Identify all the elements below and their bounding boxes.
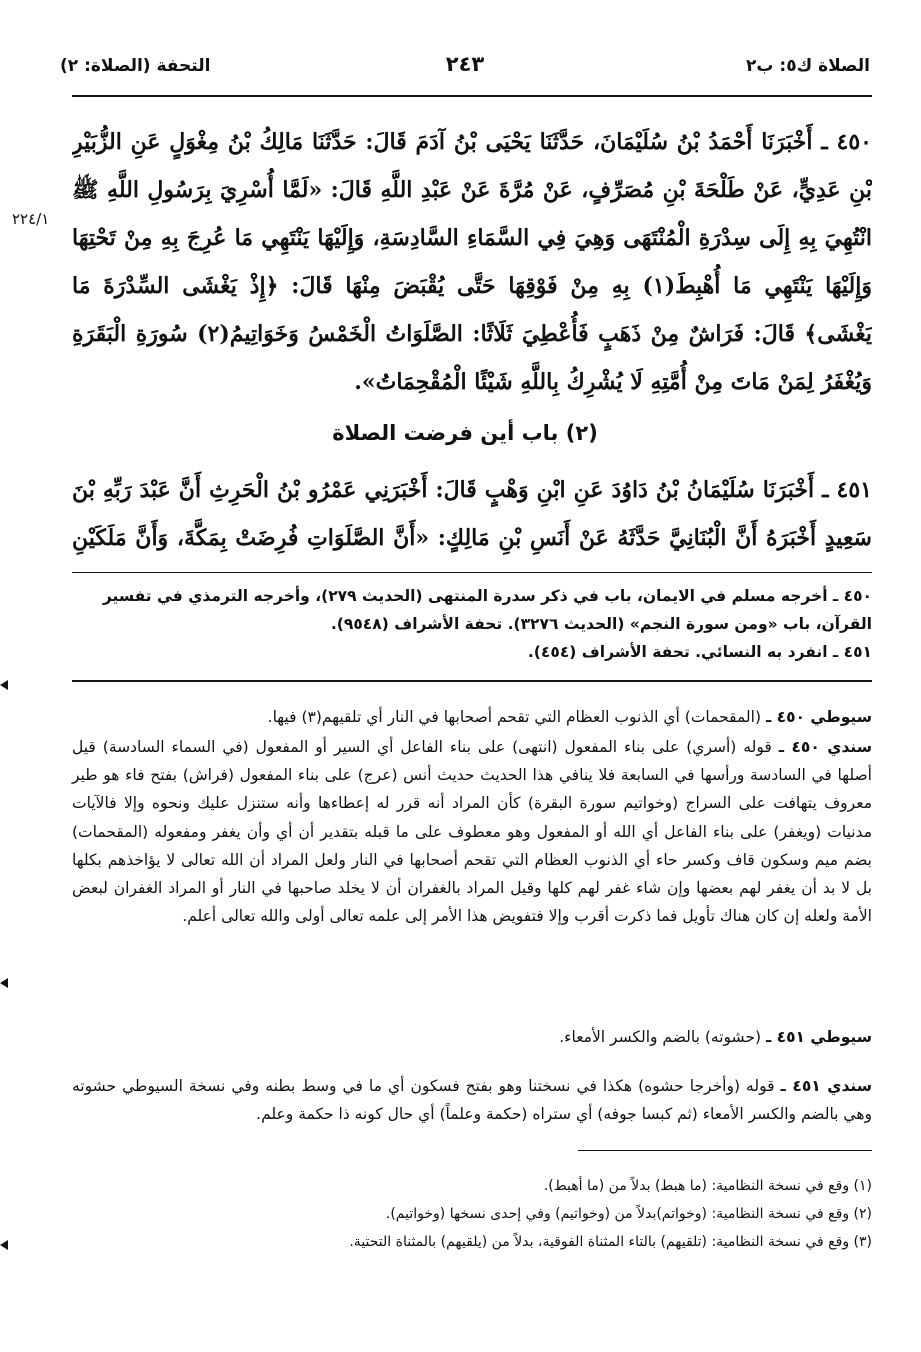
takhrij-section: [72, 582, 872, 666]
sindi-450-label: سندي ٤٥٠ ـ: [778, 738, 872, 756]
hadith-451: ٤٥١ ـ أَخْبَرَنَا سُلَيْمَانُ بْنُ دَاوُدَ عَنِ ابْنِ وَهْبٍ قَالَ: أَخْبَرَنِي عَمْرُو بْنُ الْحَرِثِ أَنَّ عَبْدَ رَبِّهِ بْنَ سَعِيدٍ أَخْبَرَهُ أَنَّ الْبُنَانِيَّ حَدَّثَهُ عَنْ أَنَسِ بْنِ مَالِكٍ: «أَنَّ الصَّلَوَاتِ فُرِضَتْ بِمَكَّةَ، وَأَنَّ مَلَكَيْنِ: [72, 477, 872, 551]
margin-arrow-icon: [0, 978, 8, 988]
margin-arrow-icon: [0, 1240, 8, 1250]
takhrij-rule: [72, 572, 872, 573]
chapter-heading: (٢) باب أين فرضت الصلاة: [332, 421, 598, 445]
suyuti-450: [72, 703, 872, 731]
sindi-450-text: قوله (أسري) على بناء المفعول (انتهى) على بناء الفاعل أي السير أو المفعول (في السماء السادسة) قيل أصلها في السادسة ورأسها في السابعة فلا ينافي هذا الحديث حديث أنس (عرج) على بناء المفعول (فراش) بفتح فاء هو طير معروف يتهافت على السراج (وخواتيم سورة البقرة) كأن المراد أنه قرر له إعطاءها وأنه ستنزل عليك ونحوه وإلا فالآيات مدنيات (ويغفر) على بناء الفاعل أي الله أو المفعول وهو معطوف على ما قبله بتقدير أن أي وأن يغفر ومفعوله (المقحمات) بضم ميم وسكون قاف وكسر حاء أي الذنوب العظام التي تقحم أصحابها في النار ولعل المراد أن الله تعالى لا يؤاخذهم بكلها بل لا بد أن يغفر لهم بعضها وإن شاء غفر لهم كلها وقيل المراد بالغفران أن لا يخلد صاحبها في النار أو المراد الغفران لبعض الأمة ولعله إن كان هناك تأويل فما ذكرت أقرب وإلا فتفويض هذا الأمر إلى علمه تعالى أولى والله تعالى أعلم.: [72, 738, 872, 926]
sindi-451-text: قوله (وأخرجا حشوه) هكذا في نسختنا وهو بفتح فسكون أي ما في وسط بطنه وفي نسخة السيوطي حشوته وهي بالضم والكسر الأمعاء (ثم كبسا جوفه) أي ستراه (حكمة وعلماً) أي حال كونه ذا حكمة وعلم.: [72, 1077, 872, 1124]
footnote-1: (١) وقع في نسخة النظامية: (ما هبط) بدلاً من (ما أهبط).: [543, 1178, 872, 1194]
sindi-450: [72, 733, 872, 930]
commentary-rule: [72, 680, 872, 682]
suyuti-451-text: (حشوته) بالضم والكسر الأمعاء.: [559, 1028, 761, 1046]
sindi-451-label: سندي ٤٥١ ـ: [780, 1077, 872, 1095]
header-section-ref: الصلاة ك٥: ب٢: [746, 56, 870, 76]
takhrij-450: ٤٥٠ ـ أخرجه مسلم في الايمان، باب في ذكر سدرة المنتهى (الحديث ٢٧٩)، وأخرجه الترمذي في تفسير القرآن، باب «ومن سورة النجم» (الحديث ٣٢٧٦). تحفة الأشراف (٩٥٤٨).: [102, 587, 872, 633]
header-page-number: ٢٤٣: [445, 52, 485, 76]
suyuti-450-text: (المقحمات) أي الذنوب العظام التي تقحم أصحابها في النار أي تلقيهم(٣) فيها.: [267, 708, 761, 726]
footnotes: [290, 1172, 872, 1256]
footnote-rule: [578, 1150, 872, 1151]
footnote-2: (٢) وقع في نسخة النظامية: (وخواتم)بدلاً من (وخواتيم) وفي إحدى نسخها (وخواتيم).: [385, 1206, 872, 1222]
takhrij-451: ٤٥١ ـ انفرد به النسائي. تحفة الأشراف (٤٥٤).: [527, 643, 872, 661]
header-rule: [72, 95, 872, 97]
footnote-3: (٣) وقع في نسخة النظامية: (تلقيهم) بالتاء المثناة الفوقية، بدلاً من (يلقيهم) بالمثناة التحتية.: [349, 1234, 872, 1250]
page-header: [60, 50, 870, 90]
header-book-title: التحفة (الصلاة: ٢): [60, 56, 211, 76]
suyuti-451: [72, 1023, 872, 1051]
suyuti-450-label: سيوطي ٤٥٠ ـ: [765, 708, 872, 726]
hadith-450: ٤٥٠ ـ أَخْبَرَنَا أَحْمَدُ بْنُ سُلَيْمَانَ، حَدَّثَنَا يَحْيَى بْنُ آدَمَ قَالَ: حَدَّثَنَا مَالِكُ بْنُ مِغْوَلٍ عَنِ الزُّبَيْرِ بْنِ عَدِيٍّ، عَنْ طَلْحَةَ بْنِ مُصَرِّفٍ، عَنْ مُرَّةَ عَنْ عَبْدِ اللَّهِ قَالَ: «لَمَّا أُسْرِيَ بِرَسُولِ اللَّهِ ﷺ انْتُهِيَ بِهِ إِلَى سِدْرَةِ الْمُنْتَهَى وَهِيَ فِي السَّمَاءِ السَّادِسَةِ، وَإِلَيْهَا يَنْتَهِي مَا عُرِجَ بِهِ مِنْ تَحْتِهَا وَإِلَيْهَا يَنْتَهِي مَا أُهْبِطَ(١) بِهِ مِنْ فَوْقِهَا حَتَّى يُقْبَضَ مِنْهَا قَالَ: ﴿إِذْ يَغْشَى السِّدْرَةَ مَا يَغْشَى﴾ قَالَ: فَرَاشٌ مِنْ ذَهَبٍ فَأُعْطِيَ ثَلَاثًا: الصَّلَوَاتُ الْخَمْسُ وَخَوَاتِيمُ(٢) سُورَةِ الْبَقَرَةِ وَيُغْفَرُ لِمَنْ مَاتَ مِنْ أُمَّتِهِ لَا يُشْرِكُ بِاللَّهِ شَيْئًا الْمُقْحِمَاتُ».: [72, 129, 872, 395]
suyuti-451-label: سيوطي ٤٥١ ـ: [765, 1028, 872, 1046]
sindi-451: [72, 1072, 872, 1128]
margin-arrow-icon: [0, 680, 8, 690]
margin-reference: ٢٢٤/١: [12, 210, 50, 228]
